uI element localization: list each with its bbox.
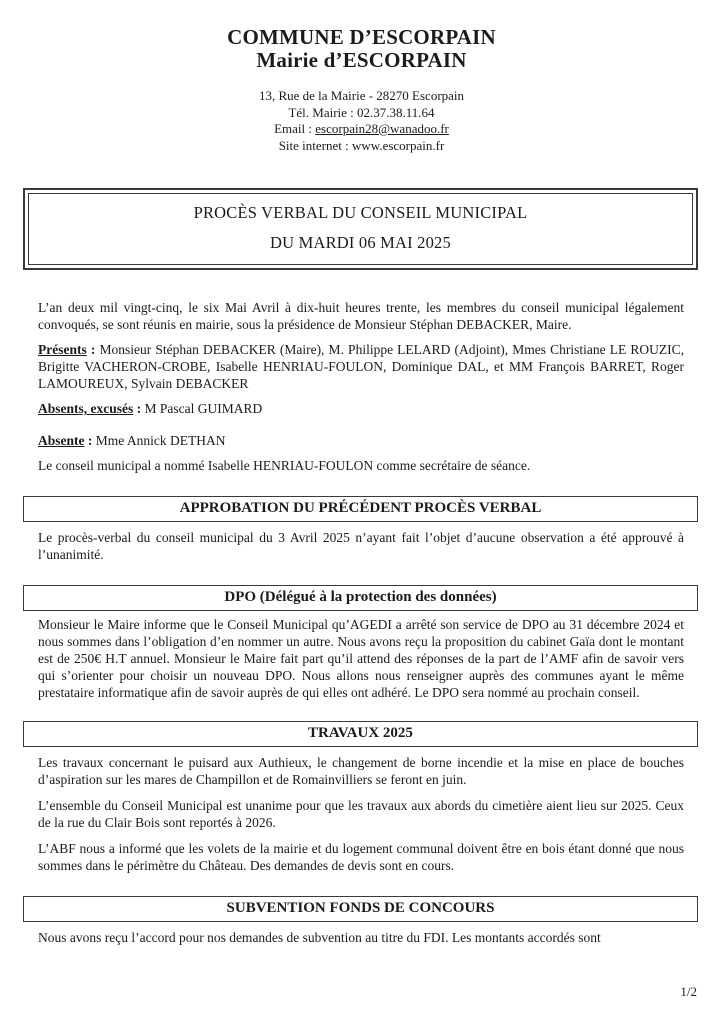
mairie-name: Mairie d’ESCORPAIN — [256, 48, 467, 72]
absents-line — [38, 400, 684, 417]
presents-names: Monsieur Stéphan DEBACKER (Maire), M. Philippe LELARD (Adjoint), Mmes Christiane LE ROUZIC, Brigitte VACHERON-CROBE, Isabelle HENRIAU-FOULON, Dominique DAL, et MM François BARRET, Roger LAMOUREUX, Sylvain DEBACKER — [38, 342, 684, 391]
document-title-line1: PROCÈS VERBAL DU CONSEIL MUNICIPAL — [193, 203, 528, 222]
approbation-paragraph: Le procès-verbal du conseil municipal du 3 Avril 2025 n’ayant fait l’objet d’aucune observation a été approuvé à l’unanimité. — [38, 530, 684, 562]
page-number: 1/2 — [680, 984, 697, 999]
letterhead — [0, 0, 723, 154]
absente-separator: : — [84, 433, 96, 448]
section-title-approbation: APPROBATION DU PRÉCÉDENT PROCÈS VERBAL — [23, 496, 698, 522]
absente-name: Mme Annick DETHAN — [95, 433, 226, 448]
presents-separator: : — [86, 342, 100, 357]
secretary-line: Le conseil municipal a nommé Isabelle HENRIAU-FOULON comme secrétaire de séance. — [38, 458, 531, 473]
postal-address: 13, Rue de la Mairie - 28270 Escorpain — [258, 88, 465, 103]
presents-line — [38, 341, 684, 392]
document-title-line2: DU MARDI 06 MAI 2025 — [270, 233, 451, 252]
title-box — [23, 188, 698, 270]
section-title-dpo: DPO (Délégué à la protection des données) — [23, 585, 698, 611]
contact-block — [0, 88, 723, 154]
travaux-paragraph-2: L’ensemble du Conseil Municipal est unanime pour que les travaux aux abords du cimetière aient lieu sur 2025. Ceux de la rue du Clair Bois sont reportés à 2026. — [38, 798, 684, 830]
email-link[interactable]: escorpain28@wanadoo.fr — [315, 121, 449, 136]
email-line — [0, 121, 723, 138]
absents-separator: : — [133, 401, 145, 416]
dpo-paragraph: Monsieur le Maire informe que le Conseil Municipal qu’AGEDI a arrêté son service de DPO au 31 décembre 2024 et nous sommes dans l’obligation d’en nommer un autre. Nous avons reçu la proposition du cabinet Gaïa dont le montant est de 250€ H.T annuel. Monsieur le Maire fait part qu’il attend des réponses de la part de l’AMF afin de savoir vers qui s’orienter pour choisir un nouveau DPO. Nous allons nous renseigner auprès des communes ayant le même prestataire informatique afin de savoir auprès de qui elles ont adhéré. Le DPO sera nommé au prochain conseil. — [38, 617, 684, 700]
opening-paragraph: L’an deux mil vingt-cinq, le six Mai Avril à dix-huit heures trente, les membres du conseil municipal légalement convoqués, se sont réunis en mairie, sous la présidence de Monsieur Stéphan DEBACKER, Maire. — [38, 300, 684, 332]
absents-label: Absents, excusés — [38, 401, 134, 416]
website-line: Site internet : www.escorpain.fr — [278, 137, 445, 153]
travaux-paragraph-1: Les travaux concernant le puisard aux Authieux, le changement de borne incendie et la mise en place de bouches d’aspiration sur les mares de Champillon et de Romainvilliers se feront en juin. — [38, 755, 684, 787]
phone-line: Tél. Mairie : 02.37.38.11.64 — [288, 104, 435, 120]
absents-names: M Pascal GUIMARD — [144, 401, 263, 416]
presents-label: Présents — [38, 342, 87, 357]
subvention-paragraph: Nous avons reçu l’accord pour nos demandes de subvention au titre du FDI. Les montants accordés sont — [38, 930, 601, 945]
section-title-travaux: TRAVAUX 2025 — [23, 721, 698, 747]
section-title-subvention: SUBVENTION FONDS DE CONCOURS — [23, 896, 698, 922]
commune-name: COMMUNE D’ESCORPAIN — [227, 25, 496, 49]
absente-line — [38, 432, 684, 449]
email-label: Email : — [274, 121, 316, 136]
title-box-inner — [28, 193, 693, 265]
travaux-paragraph-3: L’ABF nous a informé que les volets de la mairie et du logement communal doivent être en bois étant donné que nous sommes dans le périmètre du Château. Des demandes de devis sont en cours. — [38, 841, 684, 873]
absente-label: Absente — [38, 433, 85, 448]
